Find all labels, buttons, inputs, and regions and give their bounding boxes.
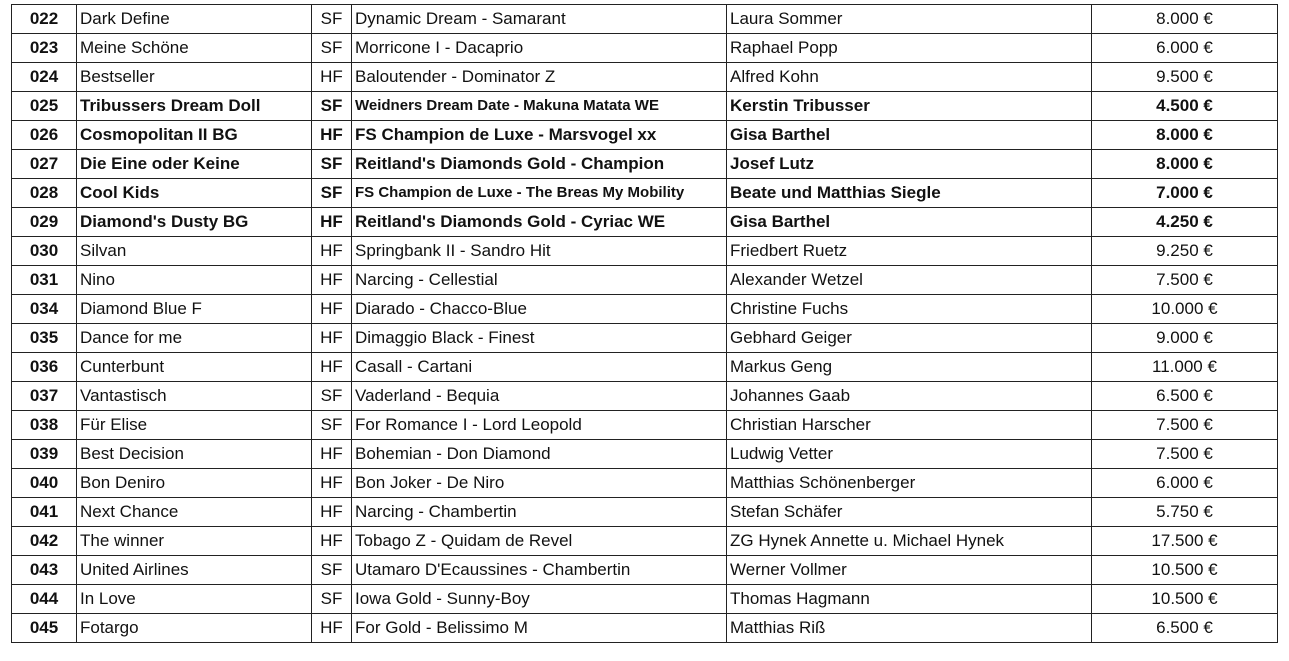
pedigree-cell: Narcing - Cellestial	[352, 266, 727, 295]
owner-cell: ZG Hynek Annette u. Michael Hynek	[727, 527, 1092, 556]
horse-name-cell: Vantastisch	[77, 382, 312, 411]
gender-cell: SF	[312, 150, 352, 179]
price-cell: 17.500 €	[1092, 527, 1278, 556]
lot-number-cell: 034	[12, 295, 77, 324]
lot-number-cell: 036	[12, 353, 77, 382]
table-row	[12, 469, 1278, 498]
lot-number-cell: 026	[12, 121, 77, 150]
owner-cell: Alfred Kohn	[727, 63, 1092, 92]
pedigree-cell: Reitland's Diamonds Gold - Champion	[352, 150, 727, 179]
owner-cell: Thomas Hagmann	[727, 585, 1092, 614]
gender-cell: HF	[312, 353, 352, 382]
table-row	[12, 179, 1278, 208]
horse-name-cell: Tribussers Dream Doll	[77, 92, 312, 121]
table-body	[12, 5, 1278, 643]
pedigree-cell: Dynamic Dream - Samarant	[352, 5, 727, 34]
table-row	[12, 556, 1278, 585]
gender-cell: HF	[312, 121, 352, 150]
price-cell: 10.000 €	[1092, 295, 1278, 324]
horse-name-cell: Silvan	[77, 237, 312, 266]
price-cell: 6.500 €	[1092, 614, 1278, 643]
owner-cell: Kerstin Tribusser	[727, 92, 1092, 121]
price-cell: 6.500 €	[1092, 382, 1278, 411]
gender-cell: HF	[312, 614, 352, 643]
owner-cell: Werner Vollmer	[727, 556, 1092, 585]
price-cell: 8.000 €	[1092, 5, 1278, 34]
lot-number-cell: 043	[12, 556, 77, 585]
horse-name-cell: Next Chance	[77, 498, 312, 527]
price-cell: 8.000 €	[1092, 121, 1278, 150]
owner-cell: Christian Harscher	[727, 411, 1092, 440]
lot-number-cell: 038	[12, 411, 77, 440]
table-row	[12, 121, 1278, 150]
price-cell: 10.500 €	[1092, 585, 1278, 614]
gender-cell: SF	[312, 382, 352, 411]
lot-number-cell: 023	[12, 34, 77, 63]
owner-cell: Ludwig Vetter	[727, 440, 1092, 469]
horse-name-cell: Diamond's Dusty BG	[77, 208, 312, 237]
owner-cell: Raphael Popp	[727, 34, 1092, 63]
owner-cell: Markus Geng	[727, 353, 1092, 382]
lot-number-cell: 045	[12, 614, 77, 643]
auction-results-table	[11, 4, 1278, 643]
pedigree-cell: Tobago Z - Quidam de Revel	[352, 527, 727, 556]
lot-number-cell: 040	[12, 469, 77, 498]
table-row	[12, 498, 1278, 527]
gender-cell: HF	[312, 469, 352, 498]
owner-cell: Matthias Riß	[727, 614, 1092, 643]
horse-name-cell: Cool Kids	[77, 179, 312, 208]
gender-cell: HF	[312, 440, 352, 469]
table-row	[12, 614, 1278, 643]
gender-cell: SF	[312, 5, 352, 34]
owner-cell: Gisa Barthel	[727, 121, 1092, 150]
lot-number-cell: 039	[12, 440, 77, 469]
horse-name-cell: Meine Schöne	[77, 34, 312, 63]
price-cell: 6.000 €	[1092, 34, 1278, 63]
pedigree-cell: FS Champion de Luxe - Marsvogel xx	[352, 121, 727, 150]
price-cell: 4.250 €	[1092, 208, 1278, 237]
owner-cell: Gisa Barthel	[727, 208, 1092, 237]
table-row	[12, 34, 1278, 63]
gender-cell: HF	[312, 527, 352, 556]
pedigree-cell: Reitland's Diamonds Gold - Cyriac WE	[352, 208, 727, 237]
pedigree-cell: Casall - Cartani	[352, 353, 727, 382]
pedigree-cell: Utamaro D'Ecaussines - Chambertin	[352, 556, 727, 585]
owner-cell: Beate und Matthias Siegle	[727, 179, 1092, 208]
lot-number-cell: 041	[12, 498, 77, 527]
owner-cell: Josef Lutz	[727, 150, 1092, 179]
lot-number-cell: 044	[12, 585, 77, 614]
table-row	[12, 5, 1278, 34]
owner-cell: Gebhard Geiger	[727, 324, 1092, 353]
gender-cell: SF	[312, 179, 352, 208]
lot-number-cell: 024	[12, 63, 77, 92]
table-row	[12, 63, 1278, 92]
lot-number-cell: 029	[12, 208, 77, 237]
pedigree-cell: Springbank II - Sandro Hit	[352, 237, 727, 266]
gender-cell: SF	[312, 556, 352, 585]
price-cell: 8.000 €	[1092, 150, 1278, 179]
table-row	[12, 440, 1278, 469]
owner-cell: Friedbert Ruetz	[727, 237, 1092, 266]
pedigree-cell: For Romance I - Lord Leopold	[352, 411, 727, 440]
owner-cell: Matthias Schönenberger	[727, 469, 1092, 498]
pedigree-cell: Weidners Dream Date - Makuna Matata WE	[352, 92, 727, 121]
lot-number-cell: 031	[12, 266, 77, 295]
pedigree-cell: Vaderland - Bequia	[352, 382, 727, 411]
owner-cell: Christine Fuchs	[727, 295, 1092, 324]
pedigree-cell: Baloutender - Dominator Z	[352, 63, 727, 92]
horse-name-cell: Cosmopolitan II BG	[77, 121, 312, 150]
lot-number-cell: 025	[12, 92, 77, 121]
lot-number-cell: 022	[12, 5, 77, 34]
horse-name-cell: Fotargo	[77, 614, 312, 643]
price-cell: 7.000 €	[1092, 179, 1278, 208]
owner-cell: Stefan Schäfer	[727, 498, 1092, 527]
pedigree-cell: Dimaggio Black - Finest	[352, 324, 727, 353]
table-row	[12, 208, 1278, 237]
price-cell: 9.250 €	[1092, 237, 1278, 266]
price-cell: 4.500 €	[1092, 92, 1278, 121]
gender-cell: HF	[312, 63, 352, 92]
table-row	[12, 237, 1278, 266]
gender-cell: HF	[312, 266, 352, 295]
lot-number-cell: 027	[12, 150, 77, 179]
horse-name-cell: Best Decision	[77, 440, 312, 469]
price-cell: 9.000 €	[1092, 324, 1278, 353]
price-cell: 9.500 €	[1092, 63, 1278, 92]
horse-name-cell: United Airlines	[77, 556, 312, 585]
horse-name-cell: Diamond Blue F	[77, 295, 312, 324]
horse-name-cell: Die Eine oder Keine	[77, 150, 312, 179]
owner-cell: Johannes Gaab	[727, 382, 1092, 411]
horse-name-cell: In Love	[77, 585, 312, 614]
table-row	[12, 353, 1278, 382]
gender-cell: HF	[312, 295, 352, 324]
table-row	[12, 266, 1278, 295]
table-row	[12, 585, 1278, 614]
price-cell: 10.500 €	[1092, 556, 1278, 585]
gender-cell: HF	[312, 324, 352, 353]
table-row	[12, 382, 1278, 411]
horse-name-cell: Für Elise	[77, 411, 312, 440]
owner-cell: Alexander Wetzel	[727, 266, 1092, 295]
price-cell: 7.500 €	[1092, 411, 1278, 440]
price-cell: 7.500 €	[1092, 266, 1278, 295]
pedigree-cell: Iowa Gold - Sunny-Boy	[352, 585, 727, 614]
pedigree-cell: For Gold - Belissimo M	[352, 614, 727, 643]
lot-number-cell: 042	[12, 527, 77, 556]
lot-number-cell: 028	[12, 179, 77, 208]
gender-cell: SF	[312, 411, 352, 440]
horse-name-cell: Bestseller	[77, 63, 312, 92]
table-row	[12, 150, 1278, 179]
price-cell: 6.000 €	[1092, 469, 1278, 498]
table-row	[12, 324, 1278, 353]
gender-cell: HF	[312, 498, 352, 527]
horse-name-cell: Nino	[77, 266, 312, 295]
price-cell: 5.750 €	[1092, 498, 1278, 527]
pedigree-cell: Bon Joker - De Niro	[352, 469, 727, 498]
horse-name-cell: Bon Deniro	[77, 469, 312, 498]
horse-name-cell: Cunterbunt	[77, 353, 312, 382]
gender-cell: SF	[312, 34, 352, 63]
table-row	[12, 411, 1278, 440]
owner-cell: Laura Sommer	[727, 5, 1092, 34]
horse-name-cell: Dance for me	[77, 324, 312, 353]
gender-cell: SF	[312, 585, 352, 614]
pedigree-cell: Diarado - Chacco-Blue	[352, 295, 727, 324]
lot-number-cell: 030	[12, 237, 77, 266]
gender-cell: SF	[312, 92, 352, 121]
pedigree-cell: Narcing - Chambertin	[352, 498, 727, 527]
table-row	[12, 92, 1278, 121]
horse-name-cell: Dark Define	[77, 5, 312, 34]
gender-cell: HF	[312, 237, 352, 266]
lot-number-cell: 035	[12, 324, 77, 353]
price-cell: 7.500 €	[1092, 440, 1278, 469]
table-row	[12, 527, 1278, 556]
gender-cell: HF	[312, 208, 352, 237]
pedigree-cell: Bohemian - Don Diamond	[352, 440, 727, 469]
horse-name-cell: The winner	[77, 527, 312, 556]
table-row	[12, 295, 1278, 324]
pedigree-cell: FS Champion de Luxe - The Breas My Mobility	[352, 179, 727, 208]
price-cell: 11.000 €	[1092, 353, 1278, 382]
lot-number-cell: 037	[12, 382, 77, 411]
pedigree-cell: Morricone I - Dacaprio	[352, 34, 727, 63]
